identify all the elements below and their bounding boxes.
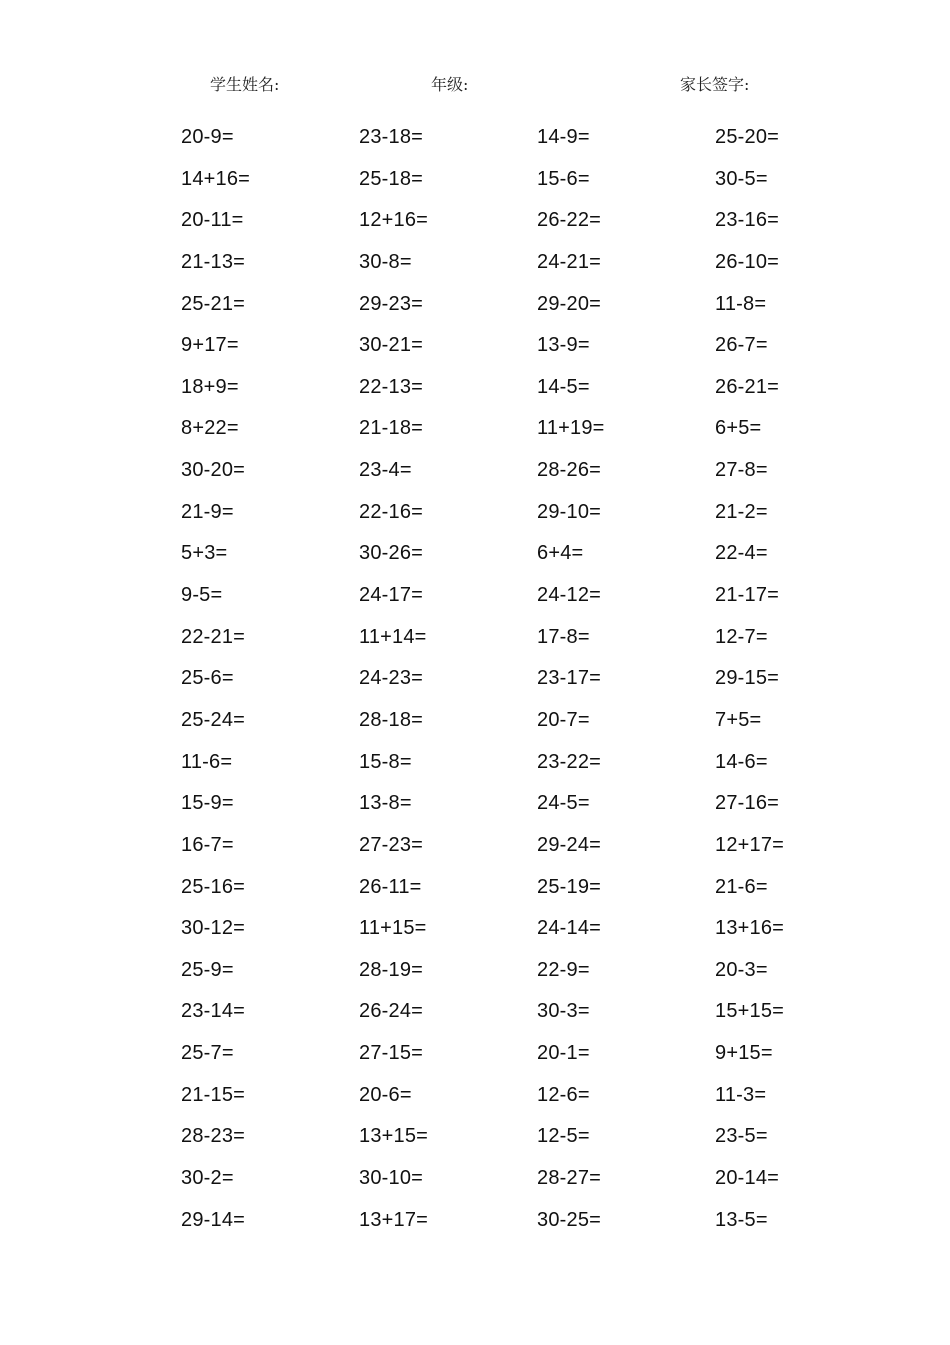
math-problem: 21-6= bbox=[715, 875, 768, 898]
math-problem: 25-16= bbox=[181, 875, 246, 898]
math-problem: 25-21= bbox=[181, 292, 246, 315]
math-problem: 14-5= bbox=[537, 375, 590, 398]
math-problem: 27-8= bbox=[715, 459, 768, 482]
math-problem: 22-9= bbox=[537, 958, 590, 981]
math-problem: 11+15= bbox=[359, 917, 427, 940]
math-problem: 11-8= bbox=[715, 292, 767, 315]
math-problem: 28-18= bbox=[359, 708, 424, 731]
grade-label: 年级: bbox=[431, 75, 469, 94]
math-problem: 29-23= bbox=[359, 292, 424, 315]
math-problem: 30-2= bbox=[181, 1167, 234, 1190]
math-problem: 16-7= bbox=[181, 833, 234, 856]
math-problem: 11+14= bbox=[359, 625, 427, 648]
math-problem: 30-12= bbox=[181, 917, 246, 940]
math-problem: 25-20= bbox=[715, 126, 780, 148]
math-problem: 27-15= bbox=[359, 1042, 424, 1065]
math-problem: 24-21= bbox=[537, 250, 602, 273]
math-problem: 11-6= bbox=[181, 750, 233, 773]
parent-signature-label: 家长签字: bbox=[680, 75, 750, 94]
math-problem: 25-18= bbox=[359, 167, 424, 190]
math-problem: 23-4= bbox=[359, 459, 412, 482]
math-problem: 12-6= bbox=[537, 1083, 590, 1106]
math-problem: 13+16= bbox=[715, 917, 785, 940]
math-problem: 20-7= bbox=[537, 708, 590, 731]
math-problem: 14-6= bbox=[715, 750, 768, 773]
math-problem: 14+16= bbox=[181, 167, 251, 190]
math-problem: 17-8= bbox=[537, 625, 590, 648]
math-problem: 21-2= bbox=[715, 500, 768, 523]
math-problem: 21-9= bbox=[181, 500, 234, 523]
math-problem: 22-13= bbox=[359, 375, 424, 398]
math-problem: 20-6= bbox=[359, 1083, 412, 1106]
math-problem: 23-17= bbox=[537, 667, 602, 690]
math-problem: 26-11= bbox=[359, 875, 422, 898]
math-problem: 22-4= bbox=[715, 542, 768, 565]
math-problem: 26-24= bbox=[359, 1000, 424, 1023]
math-problem: 26-21= bbox=[715, 375, 780, 398]
math-problem: 24-14= bbox=[537, 917, 602, 940]
math-problem: 23-22= bbox=[537, 750, 602, 773]
math-problem: 24-23= bbox=[359, 667, 424, 690]
math-problem: 23-14= bbox=[181, 1000, 246, 1023]
math-problem: 13+17= bbox=[359, 1208, 429, 1231]
math-problem: 26-7= bbox=[715, 334, 768, 357]
math-problem: 25-6= bbox=[181, 667, 234, 690]
math-problem: 29-24= bbox=[537, 833, 602, 856]
math-problem: 27-23= bbox=[359, 833, 424, 856]
math-problem: 26-10= bbox=[715, 250, 780, 273]
worksheet-header bbox=[0, 72, 950, 96]
math-problem: 9+17= bbox=[181, 334, 239, 357]
math-problem: 13-5= bbox=[715, 1208, 768, 1231]
math-problem: 28-26= bbox=[537, 459, 602, 482]
math-problem: 20-14= bbox=[715, 1167, 780, 1190]
math-problem: 30-5= bbox=[715, 167, 768, 190]
math-problem: 6+4= bbox=[537, 542, 584, 565]
math-problem: 20-11= bbox=[181, 209, 244, 232]
math-problem: 22-21= bbox=[181, 625, 246, 648]
math-problem: 12+16= bbox=[359, 209, 429, 232]
math-problem: 30-10= bbox=[359, 1167, 424, 1190]
math-problem: 29-10= bbox=[537, 500, 602, 523]
math-problem: 26-22= bbox=[537, 209, 602, 232]
math-problem: 15+15= bbox=[715, 1000, 785, 1023]
math-problem: 29-20= bbox=[537, 292, 602, 315]
math-problem: 24-12= bbox=[537, 584, 602, 607]
math-problem: 29-14= bbox=[181, 1208, 246, 1231]
math-problem: 23-16= bbox=[715, 209, 780, 232]
math-problem: 15-6= bbox=[537, 167, 590, 190]
math-problem: 24-17= bbox=[359, 584, 424, 607]
math-problem: 25-19= bbox=[537, 875, 602, 898]
math-problem: 15-9= bbox=[181, 792, 234, 815]
math-problem: 9-5= bbox=[181, 584, 223, 607]
math-problem: 21-13= bbox=[181, 250, 246, 273]
math-problem: 24-5= bbox=[537, 792, 590, 815]
math-problem: 7+5= bbox=[715, 708, 762, 731]
math-problem: 6+5= bbox=[715, 417, 762, 440]
math-problem: 14-9= bbox=[537, 126, 590, 148]
math-problem: 20-9= bbox=[181, 126, 234, 148]
math-problem: 28-23= bbox=[181, 1125, 246, 1148]
math-problem: 25-24= bbox=[181, 708, 246, 731]
math-problem: 5+3= bbox=[181, 542, 228, 565]
math-problem: 18+9= bbox=[181, 375, 239, 398]
math-problem: 28-27= bbox=[537, 1167, 602, 1190]
math-problem: 12-7= bbox=[715, 625, 768, 648]
math-problem: 25-7= bbox=[181, 1042, 234, 1065]
math-problem: 13-9= bbox=[537, 334, 590, 357]
math-problem: 11+19= bbox=[537, 417, 605, 440]
math-problem: 11-3= bbox=[715, 1083, 767, 1106]
math-problem: 21-17= bbox=[715, 584, 780, 607]
math-problem: 23-5= bbox=[715, 1125, 768, 1148]
math-problem: 12+17= bbox=[715, 833, 785, 856]
math-problem: 28-19= bbox=[359, 958, 424, 981]
math-problem: 30-20= bbox=[181, 459, 246, 482]
math-problem: 27-16= bbox=[715, 792, 780, 815]
math-problem: 25-9= bbox=[181, 958, 234, 981]
math-problem: 29-15= bbox=[715, 667, 780, 690]
math-problem: 21-18= bbox=[359, 417, 424, 440]
math-problem: 13+15= bbox=[359, 1125, 429, 1148]
math-problem: 30-3= bbox=[537, 1000, 590, 1023]
math-problem: 22-16= bbox=[359, 500, 424, 523]
math-problem: 8+22= bbox=[181, 417, 239, 440]
math-problem: 30-21= bbox=[359, 334, 424, 357]
math-problem: 21-15= bbox=[181, 1083, 246, 1106]
problem-grid bbox=[181, 124, 901, 1248]
math-problem: 20-3= bbox=[715, 958, 768, 981]
math-problem: 13-8= bbox=[359, 792, 412, 815]
math-problem: 30-8= bbox=[359, 250, 412, 273]
math-problem: 15-8= bbox=[359, 750, 412, 773]
math-problem: 9+15= bbox=[715, 1042, 773, 1065]
math-problem: 20-1= bbox=[537, 1042, 590, 1065]
math-problem: 30-25= bbox=[537, 1208, 602, 1231]
math-problem: 23-18= bbox=[359, 126, 424, 148]
math-problem: 30-26= bbox=[359, 542, 424, 565]
math-problem: 12-5= bbox=[537, 1125, 590, 1148]
student-name-label: 学生姓名: bbox=[210, 75, 280, 94]
